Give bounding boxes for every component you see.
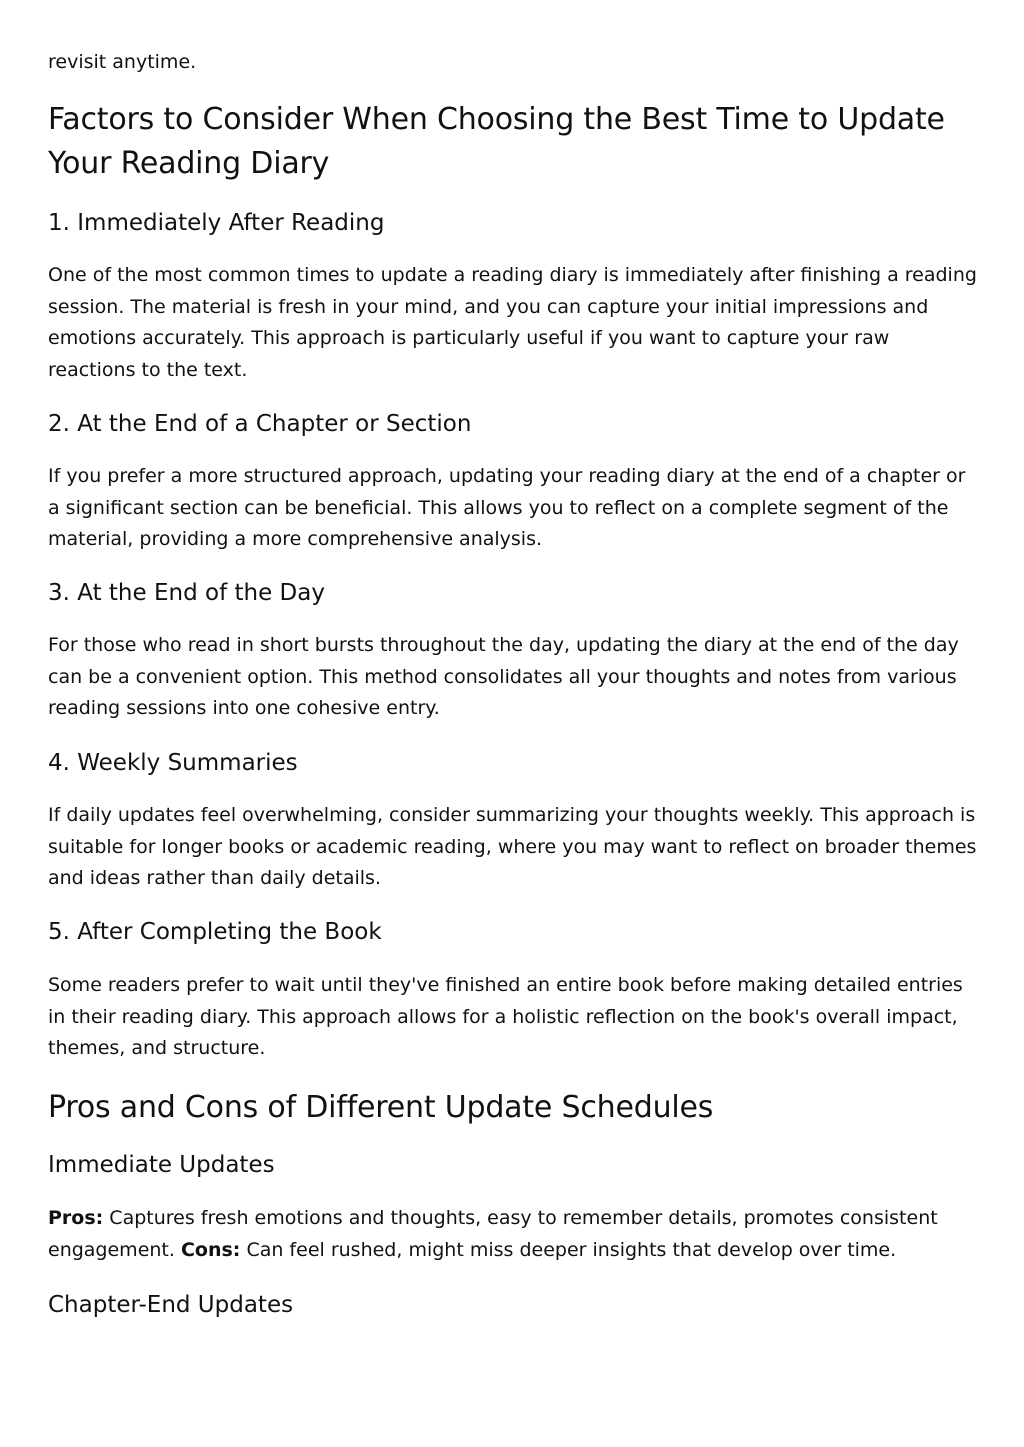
factor-title-5: 5. After Completing the Book (48, 919, 382, 945)
section-heading-pros-cons: Pros and Cons of Different Update Schedules (48, 1090, 714, 1125)
cons-text: Can feel rushed, might miss deeper insights that develop over time. (240, 1238, 897, 1261)
pros-text: Captures fresh emotions and thoughts, easy to remember details, promotes consistent engagement. (48, 1207, 938, 1261)
factor-title-3: 3. At the End of the Day (48, 580, 325, 606)
intro-fragment: revisit anytime. (48, 51, 197, 73)
factor-body-4: If daily updates feel overwhelming, consider summarizing your thoughts weekly. This approach is suitable for longer books or academic reading, where you may want to reflect on broader themes and ideas rather than daily details. (48, 804, 977, 889)
pros-label: Pros: (48, 1207, 104, 1229)
factor-body-2: If you prefer a more structured approach, updating your reading diary at the end of a chapter or a significant section can be beneficial. This allows you to reflect on a complete segment of the material, providing a more comprehensive analysis. (48, 465, 966, 550)
schedule-title-immediate: Immediate Updates (48, 1152, 275, 1178)
factor-title-1: 1. Immediately After Reading (48, 210, 385, 236)
factor-title-4: 4. Weekly Summaries (48, 750, 298, 776)
schedule-body-immediate (48, 1203, 978, 1266)
cons-label: Cons: (180, 1238, 241, 1261)
factor-body-3: For those who read in short bursts throughout the day, updating the diary at the end of the day can be a convenient option. This method consolidates all your thoughts and notes from various reading sessions into one cohesive entry. (48, 634, 959, 719)
factor-body-5: Some readers prefer to wait until they've finished an entire book before making detailed entries in their reading diary. This approach allows for a holistic reflection on the book's overall impact, themes, and structure. (48, 974, 963, 1059)
factor-title-2: 2. At the End of a Chapter or Section (48, 411, 472, 437)
factor-body-1: One of the most common times to update a reading diary is immediately after finishing a reading session. The material is fresh in your mind, and you can capture your initial impressions and emotions accurately. This approach is particularly useful if you want to capture your raw reactions to the text. (48, 264, 977, 381)
schedule-title-chapter-end: Chapter-End Updates (48, 1292, 294, 1318)
section-heading-factors: Factors to Consider When Choosing the Best Time to Update Your Reading Diary (48, 102, 945, 181)
